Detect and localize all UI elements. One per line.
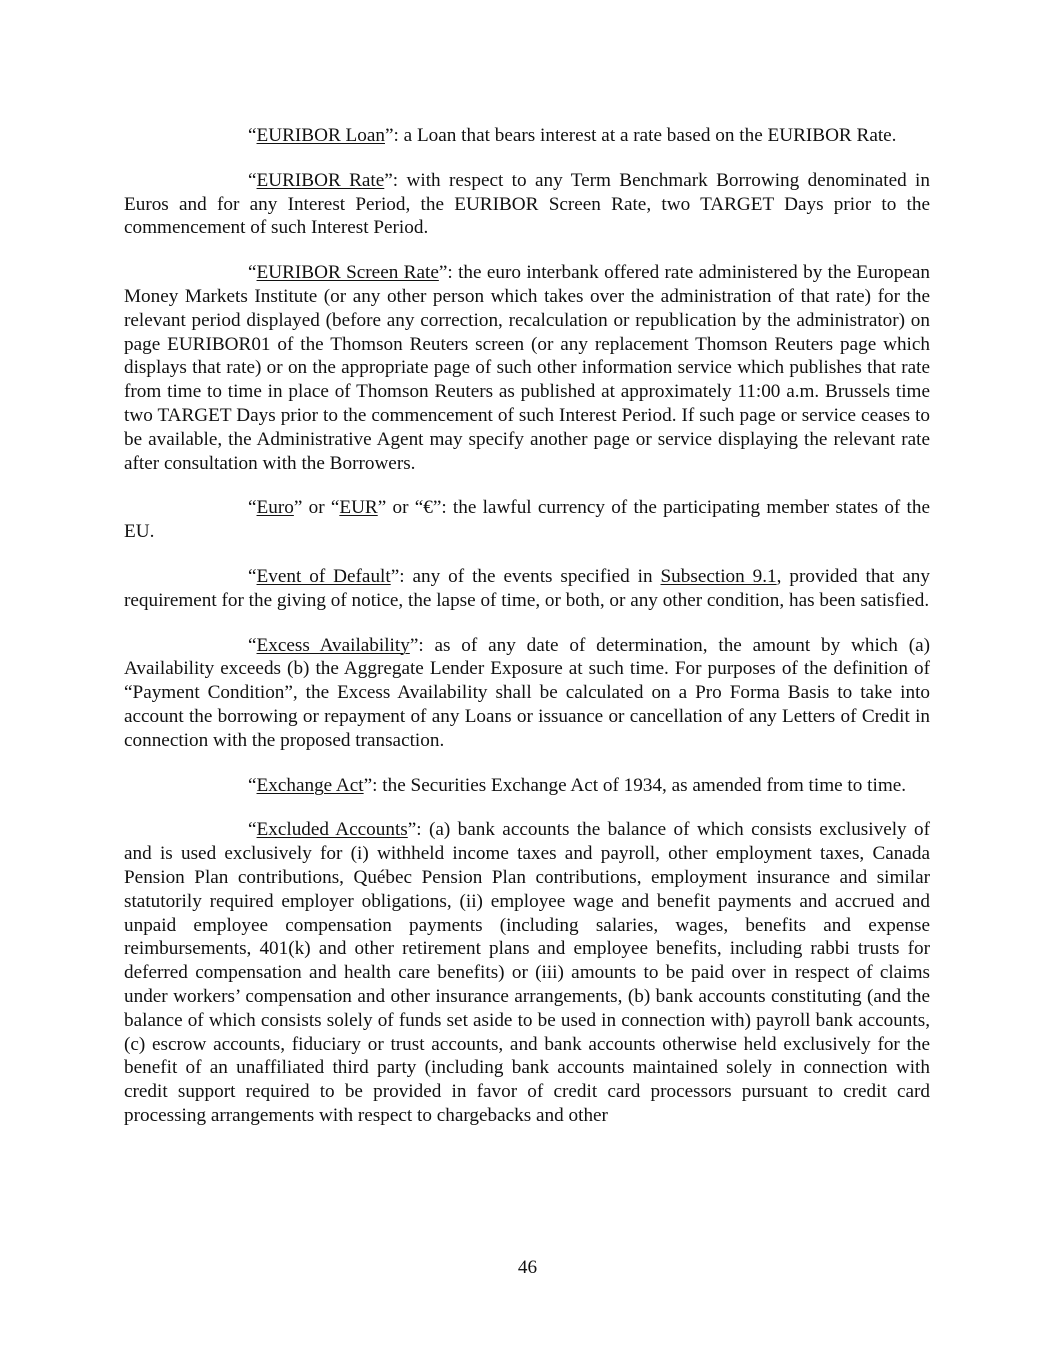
defined-term: EURIBOR Loan xyxy=(256,125,385,146)
definition-text: (a) bank accounts the balance of which consists exclusively of and is used exclusively for (i) withheld income taxes and payroll, other employment taxes, Canada Pension Plan contributions, Québec Pension Plan contributions, employment insurance and similar statutorily required employer obligations, (ii) employee wage and benefit payments and accrued and unpaid employee compensation payments (including salaries, wages, benefits and expense reimbursements, 401(k) and other retirement plans and employee benefits, including rabbi trusts for deferred compensation and health care benefits) or (iii) amounts to be paid over in respect of claims under workers’ compensation and other insurance arrangements, (b) bank accounts constituting (and the balance of which consists solely of funds set aside to be used in connection with) payroll bank accounts, (c) escrow accounts, fiduciary or trust accounts, and bank accounts otherwise held exclusively for the benefit of an unaffiliated third party (including bank accounts maintained solely in connection with credit support required to be provided in favor of credit card processors pursuant to credit card processing arrangements with respect to chargebacks and other xyxy=(124,819,930,1126)
defined-term: EURIBOR Screen Rate xyxy=(256,262,439,284)
defined-term: Euro xyxy=(256,497,294,519)
open-quote: “ xyxy=(248,169,257,191)
definition-text: a Loan that bears interest at a rate based on the EURIBOR Rate. xyxy=(403,125,897,146)
term-close: ”: xyxy=(384,169,407,191)
open-quote: “ xyxy=(248,125,257,146)
term-close: ”: xyxy=(407,819,429,841)
term-close: ”: xyxy=(390,565,413,587)
term-close: ” or “€”: xyxy=(377,497,453,519)
open-quote: “ xyxy=(248,497,257,519)
open-quote: “ xyxy=(248,819,257,841)
definition-excess-availability xyxy=(124,634,930,753)
page-number: 46 xyxy=(517,1257,538,1278)
definition-text: the Securities Exchange Act of 1934, as amended from time to time. xyxy=(382,774,907,796)
definition-text: as of any date of determination, the amount by which (a) Availability exceeds (b) the Aggregate Lender Exposure at such time. For purposes of the definition of “Payment Condition”, the Excess Availability shall be calculated on a Pro Forma Basis to take into account the borrowing or repayment of any Loans or issuance or cancellation of any Letters of Credit in connection with the proposed transaction. xyxy=(124,634,930,751)
definition-euribor-screen-rate xyxy=(124,261,930,475)
defined-term: Excluded Accounts xyxy=(256,819,408,841)
term-close: ”: xyxy=(363,774,383,796)
definition-event-of-default xyxy=(124,565,930,613)
term-separator: ” or “ xyxy=(293,497,340,519)
definition-euribor-loan xyxy=(124,124,930,148)
definition-text: the lawful currency of the participating member states of the EU. xyxy=(124,497,930,543)
definition-euro xyxy=(124,496,930,544)
term-close: ”: xyxy=(384,125,404,146)
defined-term: Exchange Act xyxy=(256,774,364,796)
definition-euribor-rate xyxy=(124,169,930,240)
definition-text: any of the events specified in xyxy=(412,565,661,587)
defined-term: Excess Availability xyxy=(256,634,410,656)
term-close: ”: xyxy=(409,634,435,656)
open-quote: “ xyxy=(248,634,257,656)
document-body xyxy=(124,124,930,1128)
definition-text: with respect to any Term Benchmark Borrowing denominated in Euros and for any Interest Period, the EURIBOR Screen Rate, two TARGET Days prior to the commencement of such Interest Period. xyxy=(124,169,930,239)
defined-term: Event of Default xyxy=(256,565,391,587)
open-quote: “ xyxy=(248,262,257,284)
cross-reference: Subsection 9.1 xyxy=(660,565,777,587)
definition-text-continued: , provided that any requirement for the giving of notice, the lapse of time, or both, or any other condition, has been satisfied. xyxy=(124,565,930,611)
definition-excluded-accounts xyxy=(124,818,930,1127)
term-close: ”: xyxy=(438,262,459,284)
definition-exchange-act xyxy=(124,774,930,798)
open-quote: “ xyxy=(248,774,257,796)
open-quote: “ xyxy=(248,565,257,587)
definition-text: the euro interbank offered rate administered by the European Money Markets Institute (or any other person which takes over the administration of that rate) for the relevant period displayed (before any correction, recalculation or republication by the administrator) on page EURIBOR01 of the Thomson Reuters screen (or any replacement Thomson Reuters page which displays that rate) or on the appropriate page of such other information service which publishes that rate from time to time in place of Thomson Reuters as published at approximately 11:00 a.m. Brussels time two TARGET Days prior to the commencement of such Interest Period. If such page or service ceases to be available, the Administrative Agent may specify another page or service displaying the relevant rate after consultation with the Borrowers. xyxy=(124,262,930,474)
defined-term-alt: EUR xyxy=(339,497,378,519)
defined-term: EURIBOR Rate xyxy=(256,169,385,191)
